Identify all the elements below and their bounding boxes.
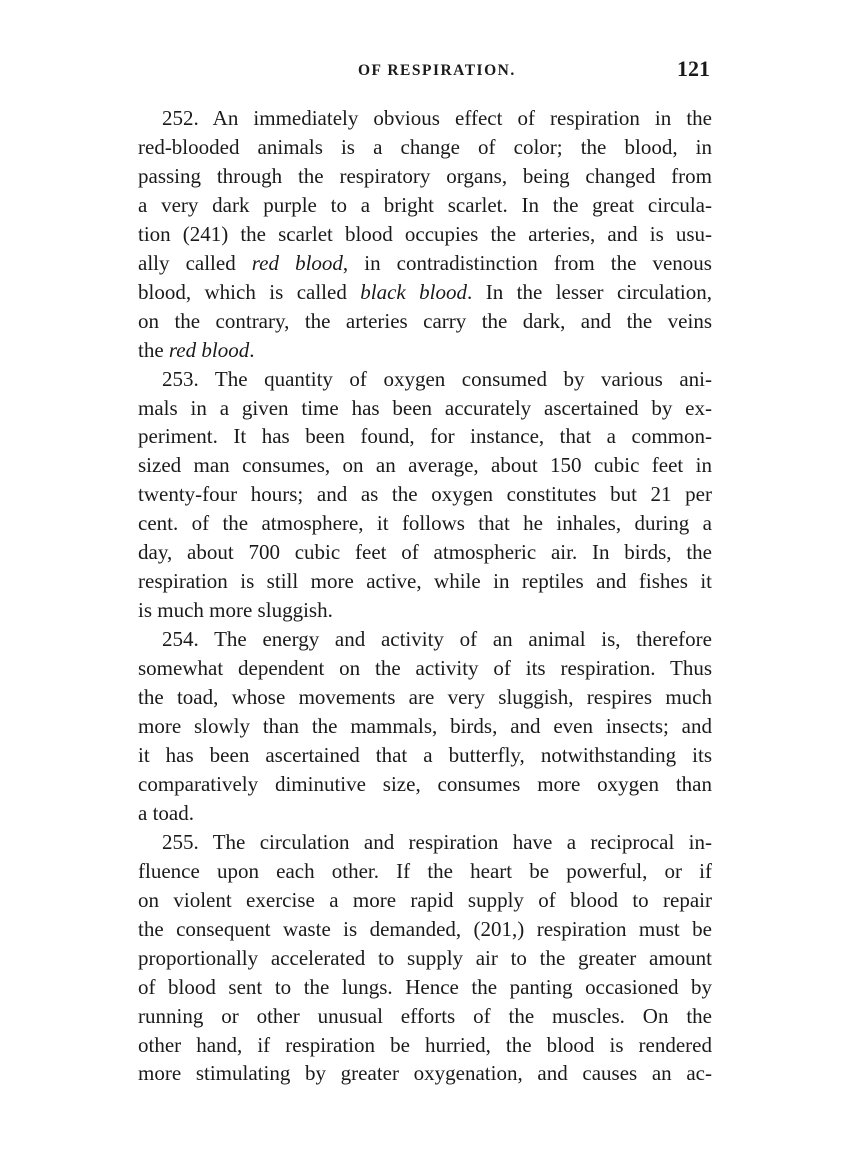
text-line: the consequent waste is demanded, (201,) respiration must be bbox=[138, 916, 712, 941]
running-title: OF RESPIRATION. bbox=[358, 62, 516, 79]
text-line: 252. An immediately obvious effect of respiration in the bbox=[162, 106, 712, 130]
text-line: respiration is still more active, while in reptiles and fishes it bbox=[138, 569, 712, 594]
text-line: comparatively diminutive size, consumes more oxygen than bbox=[138, 771, 712, 796]
book-page bbox=[138, 56, 712, 1088]
text-line: tion (241) the scarlet blood occupies the arteries, and is usu- bbox=[138, 221, 712, 246]
text-line: ally called red blood, in contradistinction from the venous bbox=[138, 250, 712, 275]
text-line: the toad, whose movements are very sluggish, respires much bbox=[138, 685, 712, 710]
text-line: other hand, if respiration be hurried, the blood is rendered bbox=[138, 1032, 712, 1057]
emphasized-term: black blood bbox=[360, 279, 468, 304]
text-line: running or other unusual efforts of the muscles. On the bbox=[138, 1003, 712, 1028]
text-line: 253. The quantity of oxygen consumed by various ani- bbox=[162, 366, 712, 391]
text-line: it has been ascertained that a butterfly, notwithstanding its bbox=[138, 742, 712, 767]
text-line: twenty-four hours; and as the oxygen constitutes but 21 per bbox=[138, 482, 712, 507]
text-line: fluence upon each other. If the heart be powerful, or if bbox=[138, 858, 712, 883]
text-line: red-blooded animals is a change of color; the blood, in bbox=[138, 134, 712, 159]
text-line: the red blood. bbox=[138, 337, 255, 362]
page-number: 121 bbox=[677, 56, 710, 81]
paragraph-253 bbox=[138, 365, 712, 626]
text-line: 255. The circulation and respiration have a reciprocal in- bbox=[162, 829, 712, 854]
emphasized-term: red blood bbox=[251, 250, 343, 275]
paragraph-252 bbox=[138, 104, 712, 365]
text-line: a toad. bbox=[138, 800, 194, 825]
text-line: more slowly than the mammals, birds, and even insects; and bbox=[138, 714, 712, 739]
text-line: cent. of the atmosphere, it follows that he inhales, during a bbox=[138, 511, 712, 536]
text-line: periment. It has been found, for instance, that a common- bbox=[138, 424, 712, 449]
text-line: proportionally accelerated to supply air to the greater amount bbox=[138, 945, 712, 970]
text-line: on violent exercise a more rapid supply of blood to repair bbox=[138, 887, 712, 912]
paragraph-255 bbox=[138, 828, 712, 1089]
running-head bbox=[138, 56, 712, 92]
text-line: a very dark purple to a bright scarlet. In the great circula- bbox=[138, 192, 712, 217]
text-line: is much more sluggish. bbox=[138, 598, 333, 623]
text-line: somewhat dependent on the activity of its respiration. Thus bbox=[138, 656, 712, 681]
text-line: passing through the respiratory organs, being changed from bbox=[138, 163, 712, 188]
text-line: more stimulating by greater oxygenation, and causes an ac- bbox=[138, 1061, 712, 1086]
body-text bbox=[138, 104, 712, 1088]
text-line: blood, which is called black blood. In the lesser circulation, bbox=[138, 279, 712, 304]
text-line: mals in a given time has been accurately ascertained by ex- bbox=[138, 395, 712, 420]
emphasized-term: red blood bbox=[168, 337, 250, 362]
text-line: of blood sent to the lungs. Hence the panting occasioned by bbox=[138, 974, 712, 999]
text-line: day, about 700 cubic feet of atmospheric air. In birds, the bbox=[138, 540, 712, 565]
text-line: on the contrary, the arteries carry the dark, and the veins bbox=[138, 308, 712, 333]
text-line: 254. The energy and activity of an animal is, therefore bbox=[162, 627, 712, 652]
paragraph-254 bbox=[138, 625, 712, 828]
text-line: sized man consumes, on an average, about 150 cubic feet in bbox=[138, 453, 712, 478]
